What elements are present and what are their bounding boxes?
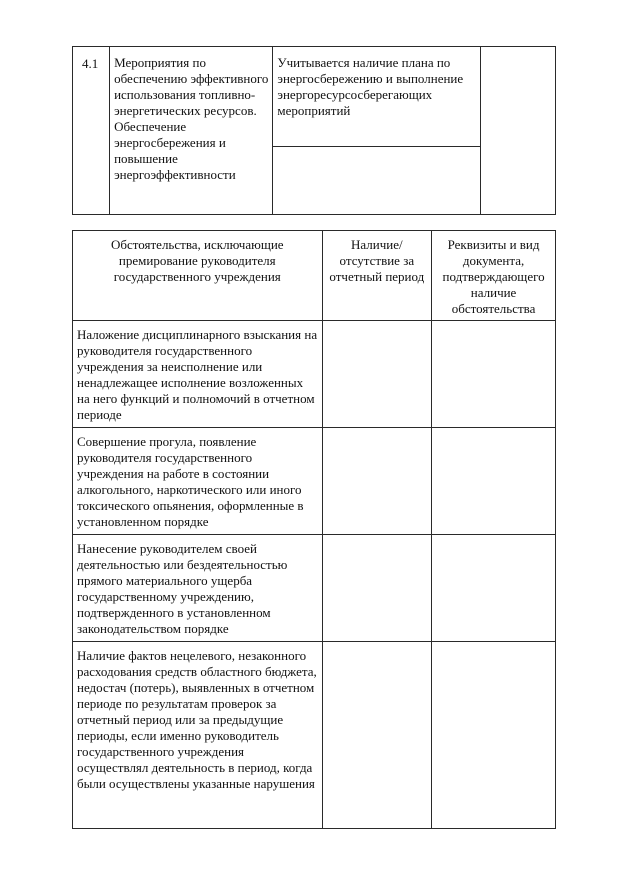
table-row — [73, 321, 556, 428]
row-number-cell — [73, 47, 110, 215]
measure-text: Мероприятия по обеспечению эффективного использования топливно-энергетических ресурсов. Обеспечение энергосбережения и повышение энергоэффективности — [114, 55, 269, 182]
document-cell — [432, 535, 556, 642]
table-row — [73, 535, 556, 642]
table-row — [73, 642, 556, 829]
header-circumstances: Обстоятельства, исключающие премирование руководителя государственного учреждения — [73, 231, 323, 321]
presence-cell — [322, 321, 432, 428]
circumstance-cell: Наличие фактов нецелевого, незаконного расходования средств областного бюджета, недостач (потерь), выявленных в отчетном периоде по результатам проверок за отчетный период или за предыдущие периоды, если именно руководитель государственного учреждения осуществлял деятельность в период, когда были осуществлены указанные нарушения — [73, 642, 323, 829]
table-row — [73, 428, 556, 535]
table-header-row — [73, 231, 556, 321]
row-number: 4.1 — [82, 56, 99, 71]
document-cell — [432, 321, 556, 428]
header-document: Реквизиты и вид документа, подтверждающего наличие обстоятельства — [432, 231, 556, 321]
exclusions-table — [72, 230, 556, 829]
presence-cell — [322, 642, 432, 829]
circumstance-cell: Наложение дисциплинарного взыскания на руководителя государственного учреждения за неисполнение или ненадлежащее исполнение возложенных на него функций и полномочий в отчетном периоде — [73, 321, 323, 428]
criterion-text: Учитывается наличие плана по энергосбережению и выполнение энергоресурсосберегающих мероприятий — [277, 55, 464, 118]
circumstance-cell: Совершение прогула, появление руководителя государственного учреждения на работе в состоянии алкогольного, наркотического или иного токсического опьянения, оформленные в установленном порядке — [73, 428, 323, 535]
presence-cell — [322, 428, 432, 535]
measure-cell — [110, 47, 273, 215]
criterion-empty-cell — [273, 147, 480, 215]
header-presence: Наличие/ отсутствие за отчетный период — [322, 231, 432, 321]
criterion-cell — [273, 47, 480, 147]
presence-cell — [322, 535, 432, 642]
document-cell — [432, 642, 556, 829]
score-cell — [480, 47, 555, 215]
document-cell — [432, 428, 556, 535]
criteria-table — [72, 46, 556, 215]
circumstance-cell: Нанесение руководителем своей деятельностью или бездеятельностью прямого материального ущерба государственному учреждению, подтвержденного в установленном законодательством порядке — [73, 535, 323, 642]
